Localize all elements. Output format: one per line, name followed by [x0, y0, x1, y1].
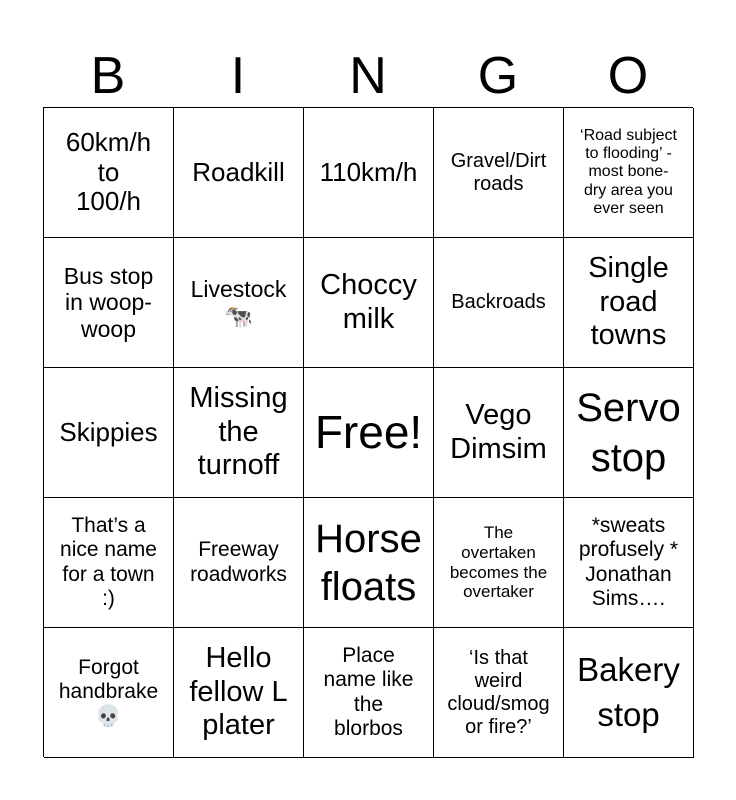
bingo-cell-r3-c2[interactable]	[174, 368, 304, 498]
bingo-cell-text: Choccy milk	[320, 269, 417, 335]
bingo-cell-r1-c3[interactable]	[304, 108, 434, 238]
bingo-cell-text: Single road towns	[588, 252, 669, 352]
bingo-cell-text: Gravel/Dirt roads	[450, 149, 547, 195]
header-letter-n: N	[349, 47, 387, 105]
bingo-cell-text: *sweats profusely * Jonathan Sims….	[578, 514, 679, 610]
header-letter-i: I	[230, 47, 246, 105]
bingo-cell-text: 110km/h	[319, 156, 418, 187]
bingo-cell-r3-c1[interactable]	[44, 368, 174, 498]
bingo-cell-r2-c3[interactable]	[304, 238, 434, 368]
bingo-cell-r3-c5[interactable]	[564, 368, 694, 498]
bingo-cell-r5-c5[interactable]	[564, 628, 694, 758]
free-space-text: Free!	[314, 406, 423, 459]
bingo-cell-text: Bakery stop	[577, 650, 680, 733]
bingo-header	[43, 44, 693, 108]
bingo-cell-text: Missing the turnoff	[189, 382, 288, 482]
bingo-cell-text: Horse floats	[315, 516, 422, 609]
bingo-card-grid	[43, 107, 693, 757]
bingo-cell-r4-c5[interactable]	[564, 498, 694, 628]
bingo-cell-text: Place name like the blorbos	[323, 644, 414, 740]
header-letter-g: G	[477, 47, 519, 105]
bingo-cell-free[interactable]	[304, 368, 434, 498]
bingo-cell-text: Hello fellow L plater	[189, 642, 288, 742]
bingo-cell-text: The overtaken becomes the overtaker	[449, 523, 548, 602]
bingo-cell-r1-c4[interactable]	[434, 108, 564, 238]
bingo-cell-r2-c5[interactable]	[564, 238, 694, 368]
bingo-cell-r5-c4[interactable]	[434, 628, 564, 758]
bingo-cell-r2-c2[interactable]	[174, 238, 304, 368]
bingo-cell-r4-c3[interactable]	[304, 498, 434, 628]
bingo-cell-text: ‘Road subject to flooding’ - most bone- dry area you ever seen	[580, 126, 677, 218]
bingo-cell-text: Forgot handbrake 💀	[58, 656, 159, 728]
bingo-cell-text: Servo stop	[576, 385, 681, 480]
bingo-cell-text: Skippies	[59, 416, 158, 447]
bingo-cell-text: 60km/h to 100/h	[65, 126, 152, 217]
bingo-cell-text: Backroads	[451, 291, 546, 313]
bingo-cell-r4-c1[interactable]	[44, 498, 174, 628]
bingo-cell-text: ‘Is that weird cloud/smog or fire?’	[447, 646, 550, 738]
header-letter-b: B	[90, 47, 126, 105]
bingo-cell-r4-c2[interactable]	[174, 498, 304, 628]
bingo-cell-text: Vego Dimsim	[450, 399, 547, 465]
bingo-cell-text: That’s a nice name for a town :)	[60, 514, 157, 610]
bingo-cell-r2-c4[interactable]	[434, 238, 564, 368]
header-letter-o: O	[607, 47, 649, 105]
bingo-cell-text: Livestock 🐄	[190, 276, 287, 329]
bingo-cell-r2-c1[interactable]	[44, 238, 174, 368]
bingo-cell-r1-c2[interactable]	[174, 108, 304, 238]
bingo-cell-r1-c1[interactable]	[44, 108, 174, 238]
bingo-cell-text: Bus stop in woop- woop	[63, 262, 154, 342]
bingo-cell-text: Roadkill	[192, 156, 285, 187]
bingo-cell-r3-c4[interactable]	[434, 368, 564, 498]
bingo-cell-r4-c4[interactable]	[434, 498, 564, 628]
bingo-cell-text: Freeway roadworks	[190, 538, 287, 586]
bingo-cell-r5-c2[interactable]	[174, 628, 304, 758]
bingo-cell-r5-c3[interactable]	[304, 628, 434, 758]
bingo-cell-r5-c1[interactable]	[44, 628, 174, 758]
bingo-cell-r1-c5[interactable]	[564, 108, 694, 238]
